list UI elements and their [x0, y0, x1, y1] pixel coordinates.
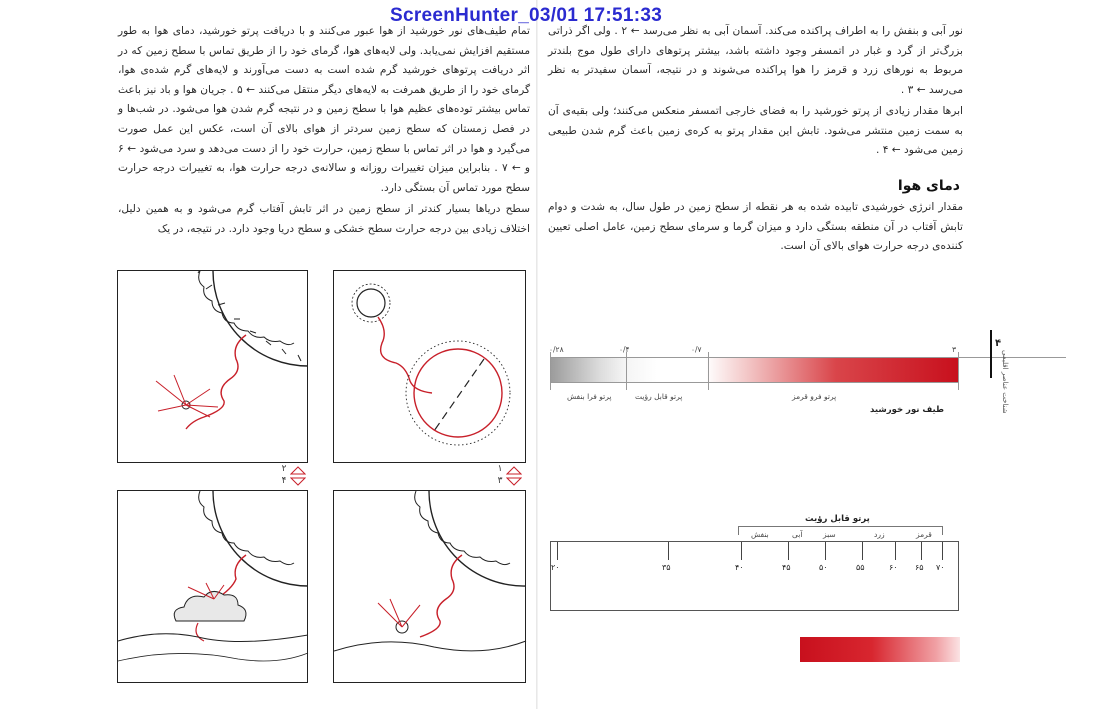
side-rule-line — [958, 357, 1066, 358]
scale-label: ۲۰ — [551, 563, 560, 572]
scale-tick — [942, 542, 943, 560]
visible-light-bracket — [738, 526, 943, 535]
scale-label: ۵۰ — [819, 563, 828, 572]
figure-illustration — [118, 491, 309, 684]
right-paragraph-3: مقدار انرژی خورشیدی تابیده شده به هر نقطه از سطح زمین در طول سال، به شدت و دوام تابش آفتاب در آن منطقه بستگی دارد و میزان گرما و سرمای سطح زمین، عامل اصلی تعیین کننده‌ی درجه حرارت هوای بالای آن است. — [548, 201, 963, 253]
figure-illustration — [118, 271, 309, 464]
scale-label: ۵۵ — [856, 563, 865, 572]
left-paragraph-1: تمام طیف‌های نور خورشید از هوا عبور می‌کنند و با دریافت پرتو خورشید، دمای هوا به طور مستقیم افزایش نمی‌یابد. ولی لایه‌های هوا، گرمای خود را از طریق تماس با سطح زمین که در اثر دریافت پرتوهای خورشید گرم شده است به دست می‌آورند و لایه‌های گرم شده‌ی هوا، گرمای خود را از طریق همرفت به لایه‌های دیگر منتقل می‌کنند ← ۵ . جریان هوا و باد نیز باعث تماس بیشتر توده‌های عظیم هوا با سطح زمین و در نتیجه گرم شدن هوا می‌شود. در شب‌ها و در فصل زمستان که سطح زمین سردتر از هوای بالای آن است، عکس این عمل صورت می‌گیرد و هوا در اثر تماس با سطح زمین، حرارت خود را از دست می‌دهد و سرد می‌شود ← ۶ و ← ۷ . بنابراین میزان تغییرات روزانه و سالانه‌ی درجه حرارت هوا، به تغییرات درجه حرارت سطح مورد تماس آن بستگی دارد. — [118, 25, 530, 194]
book-spine — [536, 0, 538, 709]
spectrum-tick — [626, 352, 627, 390]
scale-label: ۴۵ — [782, 563, 791, 572]
section-heading: دمای هوا — [897, 178, 960, 194]
chapter-side-title: شناخت عناصر اقلیمی — [1001, 350, 1009, 414]
figure-arrows-right — [506, 466, 522, 488]
scale-tick — [895, 542, 896, 560]
left-paragraph-2: سطح دریاها بسیار کندتر از سطح زمین در اثر تابش آفتاب گرم می‌شود و به همین دلیل، اختلاف زیادی بین درجه حرارت سطح خشکی و سطح دریا وجود دارد. در نتیجه، در یک — [118, 203, 530, 235]
spectrum-tick — [708, 352, 709, 390]
scale-tick — [741, 542, 742, 560]
visible-light-title: پرتو قابل رؤیت — [805, 514, 870, 524]
spectrum-tick-label: ۰/۴ — [619, 345, 630, 354]
figure-label-3: ۳ — [497, 476, 503, 486]
figure-label-1: ۱ — [497, 464, 503, 474]
spectrum-tick-label: ۰/۷ — [691, 345, 702, 354]
figure-panel-ground — [333, 490, 526, 683]
infrared-gradient-bar — [800, 637, 960, 662]
right-paragraph-2: ابرها مقدار زیادی از پرتو خورشید را به فضای خارجی اتمسفر منعکس می‌کنند؛ ولی بقیه‌ی آن به سمت زمین منتشر می‌شود. تابش این مقدار پرتو به کره‌ی زمین باعث گرم شدن طبیعی زمین می‌شود ← ۴ . — [548, 105, 963, 157]
band-label-visible: پرتو قابل رؤیت — [635, 392, 683, 401]
scale-label: ۳۵ — [662, 563, 671, 572]
band-label-ultraviolet: پرتو فرا بنفش — [567, 392, 612, 401]
wavelength-scale — [550, 541, 959, 611]
chapter-number: ۴ — [995, 338, 1002, 349]
color-label-yellow: زرد — [874, 530, 885, 539]
figure-panel-scattering — [117, 270, 308, 463]
figure-illustration — [334, 271, 527, 464]
scale-tick — [668, 542, 669, 560]
side-tab-rule — [990, 330, 992, 378]
figure-label-4: ۴ — [281, 476, 287, 486]
figure-panel-earth — [333, 270, 526, 463]
solar-spectrum-bar — [550, 357, 959, 383]
figure-panel-cloud — [117, 490, 308, 683]
color-label-violet: بنفش — [751, 530, 769, 539]
scale-tick — [557, 542, 558, 560]
color-label-blue: آبی — [792, 530, 803, 539]
scale-label: ۷۰ — [936, 563, 945, 572]
scale-label: ۴۰ — [735, 563, 744, 572]
figure-illustration — [334, 491, 527, 684]
spectrum-tick — [958, 352, 959, 390]
scale-label: ۶۵ — [915, 563, 924, 572]
scale-tick — [788, 542, 789, 560]
screenhunter-watermark: ScreenHunter_03/01 17:51:33 — [390, 5, 663, 26]
spectrum-tick-label: ۰/۲۸ — [549, 345, 564, 354]
color-label-green: سبز — [823, 530, 836, 539]
scale-tick — [862, 542, 863, 560]
band-label-infrared: پرتو فرو قرمز — [792, 392, 837, 401]
figure-label-2: ۲ — [281, 464, 287, 474]
spectrum-tick-label: ۳ — [952, 345, 957, 354]
spectrum-title: طیف نور خورشید — [870, 405, 945, 415]
scale-label: ۶۰ — [889, 563, 898, 572]
spectrum-tick — [550, 352, 551, 390]
figure-arrows-left — [290, 466, 306, 488]
right-paragraph-1: نور آبی و بنفش را به اطراف پراکنده می‌کند. آسمان آبی به نظر می‌رسد ← ۲ . ولی اگر ذراتی بزرگ‌تر از گرد و غبار در اتمسفر وجود داشته باشد، بیشتر پرتوهای دارای طول موج بلندتر مربوط به نورهای زرد و قرمز را هوا پراکنده می‌شوند و در نتیجه، آسمان سفیدتر به نظر می‌رسد ← ۳ . — [548, 25, 963, 96]
scale-tick — [921, 542, 922, 560]
color-label-red: قرمز — [916, 530, 932, 539]
scale-tick — [825, 542, 826, 560]
